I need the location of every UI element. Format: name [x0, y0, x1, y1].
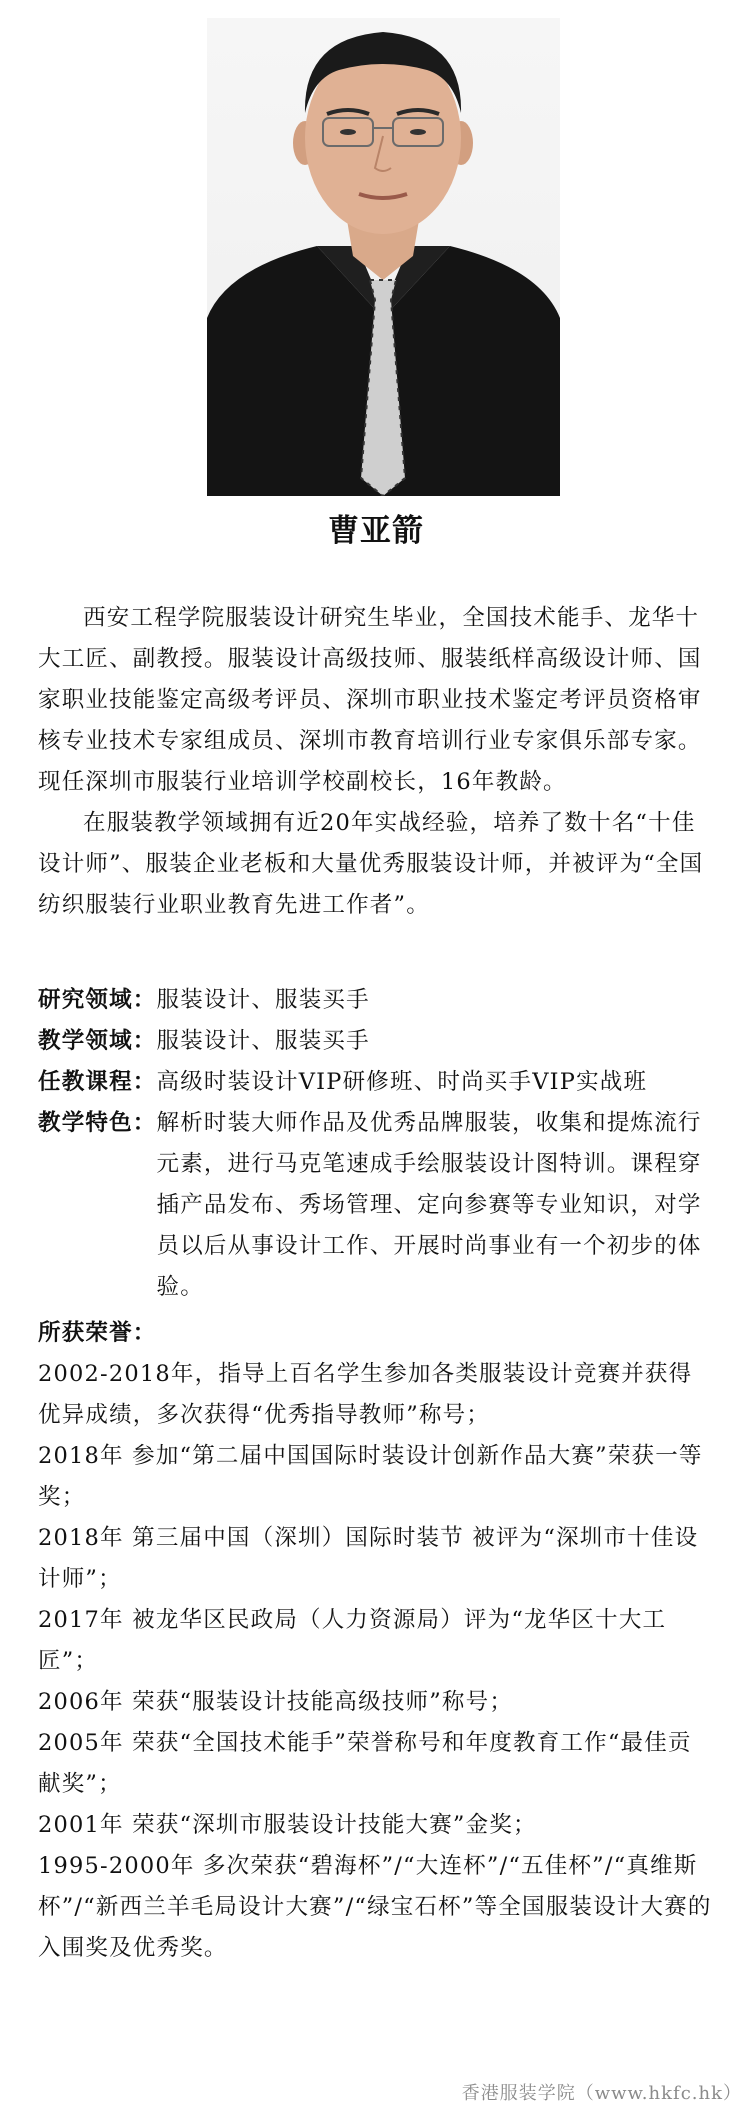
field-label: 研究领域：: [38, 987, 157, 1013]
intro-paragraph: 西安工程学院服装设计研究生毕业，全国技术能手、龙华十大工匠、副教授。服装设计高级技师、服装纸样高级设计师、国家职业技能鉴定高级考评员、深圳市职业技术鉴定考评员资格审核专业技术专家组成员、深圳市教育培训行业专家俱乐部专家。现任深圳市服装行业培训学校副校长，16年教龄。: [38, 605, 702, 795]
field-label: 教学领域：: [38, 1028, 157, 1054]
honor-item: 2002-2018年，指导上百名学生参加各类服装设计竞赛并获得优异成绩，多次获得“优秀指导教师”称号；: [38, 1361, 693, 1428]
field-value: 服装设计、服装买手: [156, 987, 370, 1013]
honors-heading: 所获荣誉：: [38, 1320, 157, 1346]
focus-section: [38, 980, 714, 1308]
person-name: 曹亚箭: [328, 513, 424, 549]
honor-item: 2017年 被龙华区民政局（人力资源局）评为“龙华区十大工匠”；: [38, 1607, 667, 1674]
teaching-features-row: [38, 1103, 714, 1308]
field-label: 教学特色：: [38, 1110, 157, 1136]
field-value: 解析时装大师作品及优秀品牌服装，收集和提炼流行元素，进行马克笔速成手绘服装设计图特训。课程穿插产品发布、秀场管理、定向参赛等专业知识，对学员以后从事设计工作、开展时尚事业有一个初步的体验。: [156, 1110, 702, 1300]
honors-section: [38, 1313, 714, 1969]
honor-item: 2006年 荣获“服装设计技能高级技师”称号；: [38, 1689, 514, 1715]
teaching-field-row: [38, 1021, 714, 1062]
field-value: 服装设计、服装买手: [156, 1028, 370, 1054]
honor-item: 1995-2000年 多次荣获“碧海杯”/“大连杯”/“五佳杯”/“真维斯杯”/“新西兰羊毛局设计大赛”/“绿宝石杯”等全国服装设计大赛的入围奖及优秀奖。: [38, 1853, 712, 1961]
honor-item: 2001年 荣获“深圳市服装设计技能大赛”金奖；: [38, 1812, 537, 1838]
honor-item: 2018年 第三届中国（深圳）国际时装节 被评为“深圳市十佳设计师”；: [38, 1525, 699, 1592]
intro-paragraph: 在服装教学领域拥有近20年实战经验，培养了数十名“十佳设计师”、服装企业老板和大量优秀服装设计师，并被评为“全国纺织服装行业职业教育先进工作者”。: [38, 810, 704, 918]
courses-row: [38, 1062, 714, 1103]
field-label: 任教课程：: [38, 1069, 157, 1095]
intro-section: [38, 598, 714, 926]
field-value: 高级时装设计VIP研修班、时尚买手VIP实战班: [156, 1069, 648, 1095]
honor-item: 2005年 荣获“全国技术能手”荣誉称号和年度教育工作“最佳贡献奖”；: [38, 1730, 692, 1797]
site-watermark: 香港服装学院（www.hkfc.hk）: [461, 2083, 742, 2104]
research-field-row: [38, 980, 714, 1021]
portrait-photo: [207, 18, 560, 496]
honor-item: 2018年 参加“第二届中国国际时装设计创新作品大赛”荣获一等奖；: [38, 1443, 703, 1510]
